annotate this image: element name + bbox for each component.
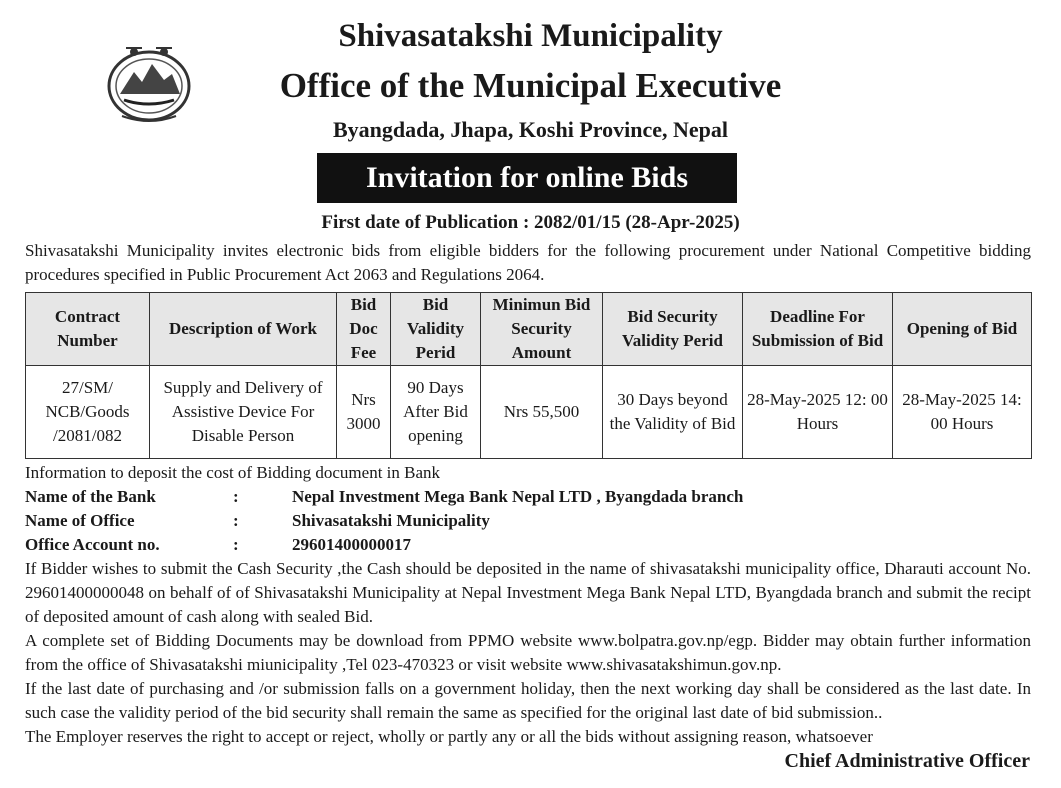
bank-info-intro: Information to deposit the cost of Bidding document in Bank — [25, 463, 441, 482]
cell-description: Supply and Delivery of Assistive Device For Disable Person — [150, 366, 337, 459]
col-opening: Opening of Bid — [893, 293, 1032, 366]
account-label: Office Account no. — [25, 535, 160, 554]
notice-banner: Invitation for online Bids — [317, 153, 737, 203]
table-row — [26, 366, 1032, 459]
separator: : — [233, 535, 239, 554]
cell-contract-number: 27/SM/ NCB/Goods /2081/082 — [26, 366, 150, 459]
office-name-label: Name of Office — [25, 511, 135, 530]
rights-paragraph: The Employer reserves the right to accept or reject, wholly or partly any or all the bids without assigning reason, whatsoever — [25, 727, 873, 746]
cell-bid-doc-fee: Nrs 3000 — [337, 366, 391, 459]
bids-table — [25, 292, 1032, 459]
col-bid-doc-fee: Bid Doc Fee — [337, 293, 391, 366]
cell-security-validity: 30 Days beyond the Validity of Bid — [603, 366, 743, 459]
table-header-row — [26, 293, 1032, 366]
col-deadline: Deadline For Submission of Bid — [743, 293, 893, 366]
office-title: Office of the Municipal Executive — [279, 66, 782, 105]
cell-bid-validity: 90 Days After Bid opening — [391, 366, 481, 459]
cash-security-paragraph: If Bidder wishes to submit the Cash Security ,the Cash should be deposited in the name of shivasatakshi municipality office, Dharauti account No. 29601400000048 on behalf of of Shivasatakshi Municipality at Nepal Investment Mega Bank Nepal LTD, Byangdada branch and submit the recipt of deposited amount of cash along with sealed Bid. — [25, 559, 1031, 626]
col-security-validity: Bid Security Validity Perid — [603, 293, 743, 366]
col-min-bid-security: Minimun Bid Security Amount — [481, 293, 603, 366]
documents-paragraph: A complete set of Bidding Documents may be download from PPMO website www.bolpatra.gov.np/egp. Bidder may obtain further information from the office of Shivasatakshi miunicipality ,Tel 023-470323 or visit website www.shivasatakshimun.gov.np. — [25, 631, 1031, 674]
holiday-paragraph: If the last date of purchasing and /or submission falls on a government holiday, then the next working day shall be considered as the last date. In such case the validity period of the bid security shall remain the same as specified for the original last date of bid submission.. — [25, 679, 1031, 722]
account-value: 29601400000017 — [292, 535, 411, 554]
separator: : — [233, 511, 239, 530]
col-bid-validity: Bid Validity Perid — [391, 293, 481, 366]
separator: : — [233, 487, 239, 506]
col-description: Description of Work — [150, 293, 337, 366]
col-contract-number: Contract Number — [26, 293, 150, 366]
publication-date: First date of Publication : 2082/01/15 (28-Apr-2025) — [321, 212, 740, 233]
address: Byangdada, Jhapa, Koshi Province, Nepal — [332, 117, 729, 142]
bank-name-value: Nepal Investment Mega Bank Nepal LTD , Byangdada branch — [292, 487, 744, 506]
signature: Chief Administrative Officer — [784, 750, 1030, 772]
cell-opening: 28-May-2025 14: 00 Hours — [893, 366, 1032, 459]
bank-name-label: Name of the Bank — [25, 487, 156, 506]
intro-paragraph: Shivasatakshi Municipality invites electronic bids from eligible bidders for the following procurement under National Competitive bidding procedures specified in Public Procurement Act 2063 and Regulations 2064. — [25, 241, 1031, 284]
cell-min-bid-security: Nrs 55,500 — [481, 366, 603, 459]
office-name-value: Shivasatakshi Municipality — [292, 511, 490, 530]
cell-deadline: 28-May-2025 12: 00 Hours — [743, 366, 893, 459]
municipality-title: Shivasatakshi Municipality — [338, 18, 723, 54]
